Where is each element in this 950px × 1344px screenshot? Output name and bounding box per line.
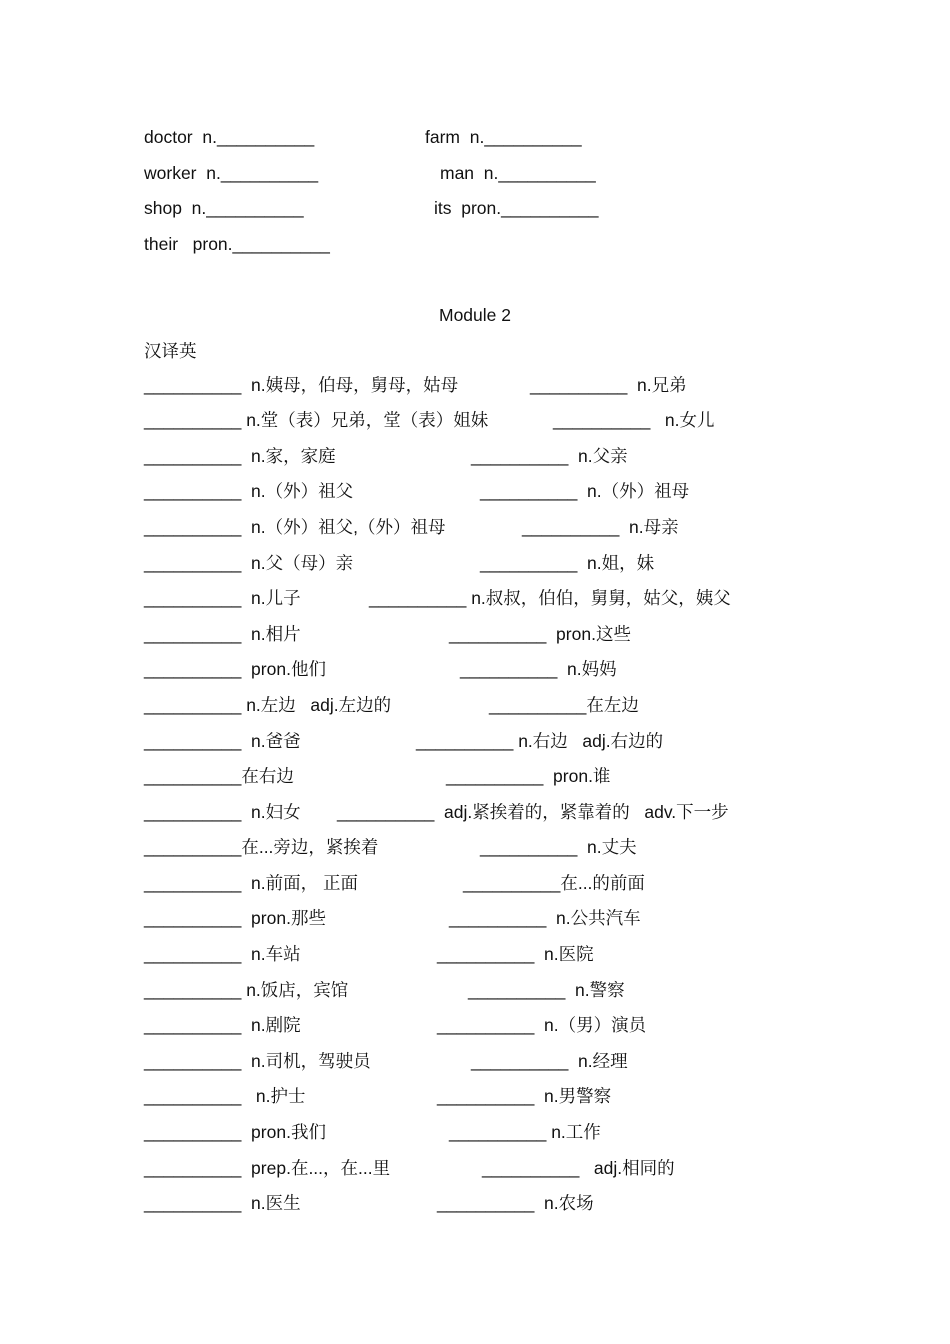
list-item: __________ pron.我们 __________ n.工作: [144, 1122, 601, 1142]
list-item: __________ n.（外）祖父,（外）祖母 __________ n.母亲: [144, 517, 679, 537]
vocab-item: worker n.__________: [144, 163, 319, 183]
vocab-row: [144, 196, 910, 220]
list-item: __________在右边 __________ pron.谁: [144, 766, 611, 786]
list-item: __________ prep.在...，在...里 __________ adj.相同的: [144, 1158, 675, 1178]
list-item: __________ n.妇女 __________ adj.紧挨着的，紧靠着的 adv.下一步: [144, 802, 729, 822]
list-item: __________ n.前面， 正面 __________在...的前面: [144, 873, 645, 893]
vocab-row: [144, 125, 910, 149]
list-item: __________ n.姨母，伯母，舅母，姑母 __________ n.兄弟: [144, 375, 687, 395]
list-item: __________ n.儿子 __________ n.叔叔，伯伯，舅舅，姑父，姨父: [144, 588, 731, 608]
list-item: __________ n.司机，驾驶员 __________ n.经理: [144, 1051, 628, 1071]
list-item: __________ n.剧院 __________ n.（男）演员: [144, 1015, 647, 1035]
vocab-row: [144, 161, 910, 185]
vocab-item: their pron.__________: [144, 234, 330, 254]
vocab-row: [144, 232, 910, 256]
list-item: __________ n.车站 __________ n.医院: [144, 944, 594, 964]
vocab-item: man n.__________: [440, 163, 596, 183]
list-item: __________ n.左边 adj.左边的 __________在左边: [144, 695, 639, 715]
list-item: __________ pron.那些 __________ n.公共汽车: [144, 908, 641, 928]
list-item: __________ n.饭店，宾馆 __________ n.警察: [144, 980, 625, 1000]
section-title: 汉译英: [144, 341, 197, 361]
vocab-item: doctor n.__________: [144, 127, 315, 147]
module-title: Module 2: [439, 305, 511, 325]
list-item: __________ n.（外）祖父 __________ n.（外）祖母: [144, 481, 690, 501]
list-item: __________在...旁边，紧挨着 __________ n.丈夫: [144, 837, 637, 857]
list-item: __________ n.父（母）亲 __________ n.姐，妹: [144, 553, 655, 573]
list-item: __________ n.相片 __________ pron.这些: [144, 624, 631, 644]
list-item: __________ pron.他们 __________ n.妈妈: [144, 659, 617, 679]
list-item: __________ n.爸爸 __________ n.右边 adj.右边的: [144, 731, 664, 751]
list-item: __________ n.家，家庭 __________ n.父亲: [144, 446, 628, 466]
vocab-item: its pron.__________: [434, 198, 599, 218]
list-item: __________ n.堂（表）兄弟，堂（表）姐妹 __________ n.女儿: [144, 410, 715, 430]
list-item: __________ n.医生 __________ n.农场: [144, 1193, 594, 1213]
vocab-item: farm n.__________: [425, 127, 582, 147]
list-item: __________ n.护士 __________ n.男警察: [144, 1086, 612, 1106]
vocab-item: shop n.__________: [144, 198, 304, 218]
